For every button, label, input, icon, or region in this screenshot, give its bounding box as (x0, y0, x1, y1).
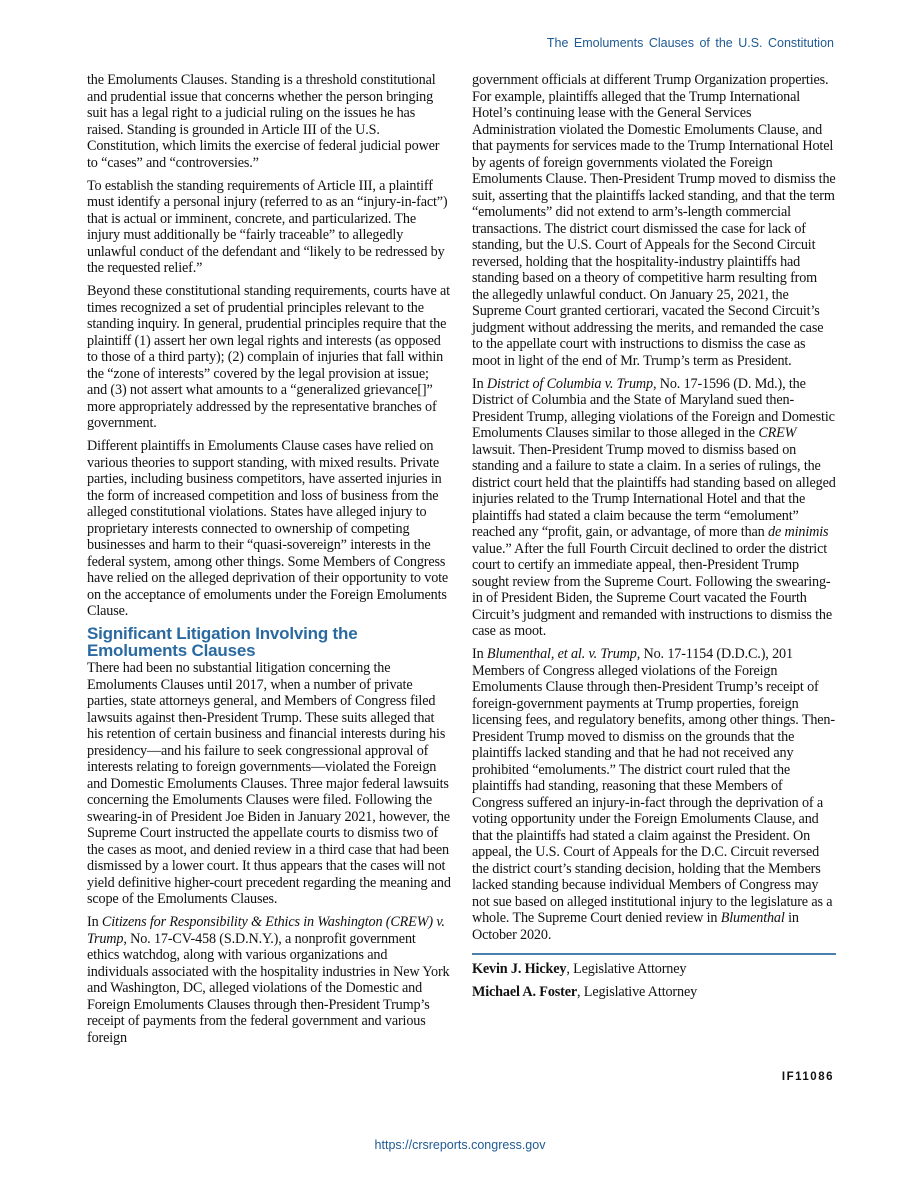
author-line (472, 984, 836, 1001)
paragraph: Beyond these constitutional standing requirements, courts have at times recognized a set of prudential principles relevant to the standing inquiry. In general, prudential principles require that the plaintiff (1) assert her own legal rights and interests (as opposed to those of a third party); (2) complain of injuries that fall within the “zone of interests” covered by the legal provision at issue; and (3) not assert what amounts to a “generalized grievance[]” more appropriately addressed by the representative branches of government. (87, 283, 450, 431)
text: value.” After the full Fourth Circuit declined to order the district court to certify an immediate appeal, then-President Trump sought review from the Supreme Court. Following the swearing-in of President Biden, the Supreme Court vacated the Fourth Circuit’s judgment and remanded with instructions to dismiss the case as moot. (472, 540, 833, 639)
document-id: IF11086 (781, 1071, 834, 1083)
author-line (472, 961, 836, 978)
author-divider (472, 953, 836, 955)
text: In (472, 646, 487, 662)
footer-link[interactable]: https://crsreports.congress.gov (374, 1138, 546, 1152)
text: , No. 17-CV-458 (S.D.N.Y.), a nonprofit government ethics watchdog, along with various organizations and individuals associated with the hospitality industries in New York and Washington, DC, alleged violations of the Domestic and Foreign Emoluments Clauses through then-President Trump’s receipt of payments from the federal government and various foreign (87, 930, 450, 1046)
case-name: CREW (758, 425, 797, 441)
paragraph: Different plaintiffs in Emoluments Clause cases have relied on various theories to support standing, with mixed results. Private parties, including business competitors, have asserted injuries in the form of increased competition and loss of business from the alleged constitutional violations. States have alleged injury to proprietary interests connected to ownership of competing businesses and harm to their “quasi-sovereign” interests in the federal system, among other things. Some Members of Congress have relied on the alleged deprivation of their opportunity to vote on the acceptance of emoluments under the Foreign Emoluments Clause. (87, 438, 449, 619)
author-name: Kevin J. Hickey (472, 961, 567, 977)
text: In (472, 375, 487, 392)
author-name: Michael A. Foster (472, 984, 578, 1000)
text: lawsuit. Then-President Trump moved to dismiss based on standing and a failure to state a claim. In a series of rulings, the district court held that the plaintiffs had standing based on alleged injuries related to the Trump International Hotel and that the plaintiffs had stated a claim because the term “emolument” reached any “profit, gain, or advantage, of more than (472, 441, 836, 540)
right-column (472, 72, 836, 1007)
text: In (87, 914, 102, 930)
text: , No. 17-1154 (D.D.C.), 201 Members of Congress alleged violations of the Foreign Emoluments Clause through then-President Trump’s receipt of foreign-government payments at Trump properties, foreign licensing fees, and regulatory benefits, among other things. Then-President Trump moved to dismiss on the grounds that the plaintiffs lacked standing and that he had not received any prohibited “emoluments.” The district court ruled that the plaintiffs had standing, reasoning that these Members of Congress suffered an injury-in-fact through the deprivation of a voting opportunity under the Foreign Emoluments Clause, and that the plaintiffs had stated a claim against the President. On appeal, the U.S. Court of Appeals for the D.C. Circuit reversed the district court’s standing decision, holding that the Members lacked standing because individual Members of Congress may not sue based on alleged institutional injury to the legislature as a whole. The Supreme Court denied review in (472, 646, 835, 926)
running-head: The Emoluments Clauses of the U.S. Constitution (546, 36, 834, 50)
text: , No. 17-1596 (D. Md.), the District of Columbia and the State of Maryland sued then-President Trump, alleging violations of the Foreign and Domestic Emoluments Clauses similar to those alleged in the (472, 375, 835, 441)
paragraph (472, 646, 836, 943)
author-title: , Legislative Attorney (577, 984, 698, 1000)
paragraph: To establish the standing requirements of Article III, a plaintiff must identify a personal injury (referred to as an “injury-in-fact”) that is actual or imminent, concrete, and particularized. The injury must additionally be “fairly traceable” to allegedly unlawful conduct of the defendant and “likely to be redressed by the requested relief.” (87, 177, 448, 276)
case-name: Citizens for Responsibility & Ethics in Washington (CREW) v. Trump (87, 914, 445, 947)
left-column (87, 72, 451, 1053)
latin-term: de minimis (768, 524, 829, 540)
paragraph: the Emoluments Clauses. Standing is a threshold constitutional and prudential issue that concerns whether the person bringing suit has a legal right to a judicial ruling on the issues he has raised. Standing is grounded in Article III of the U.S. Constitution, which limits the exercise of federal judicial power to “cases” and “controversies.” (87, 72, 440, 171)
case-name: District of Columbia v. Trump (486, 375, 653, 392)
case-name: Blumenthal (720, 910, 785, 926)
paragraph: There had been no substantial litigation concerning the Emoluments Clauses until 2017, when a number of private parties, state attorneys general, and Members of Congress filed lawsuits against then-President Trump. These suits alleged that his retention of certain business and financial interests during his presidency—and his failure to seek congressional approval of interests relating to foreign governments—violated the Foreign and Domestic Emoluments Clauses. Three major federal lawsuits concerning the Emoluments Clauses were filed. Following the swearing-in of President Joe Biden in January 2021, however, the Supreme Court instructed the appellate courts to dismiss two of the cases as moot, and denied review in a third case that had been dismissed by a lower court. It thus appears that the cases will not yield definitive higher-court precedent regarding the meaning and scope of the Emoluments Clauses. (87, 660, 451, 907)
case-name: Blumenthal, et al. v. Trump (486, 646, 637, 662)
text: in October 2020. (472, 910, 799, 943)
paragraph: government officials at different Trump Organization properties. For example, plaintiffs alleged that the Trump International Hotel’s continuing lease with the General Services Administration violated the Domestic Emoluments Clause, and that payments for services made to the Trump International Hotel by agents of foreign governments violated the Foreign Emoluments Clause. Then-President Trump moved to dismiss the suit, asserting that the plaintiffs lacked standing, and that the term “emoluments” did not extend to arm’s-length commercial transactions. The district court dismissed the case for lack of standing, but the U.S. Court of Appeals for the Second Circuit reversed, holding that the hospitality-industry plaintiffs had standing based on a theory of competitive harm resulting from the allegedly unlawful conduct. On January 25, 2021, the Supreme Court granted certiorari, vacated the Second Circuit’s judgment without addressing the merits, and remanded the case to the appellate court with instructions to dismiss the case as moot in light of the end of Mr. Trump’s term as President. (472, 72, 836, 369)
paragraph (472, 376, 836, 640)
paragraph (87, 914, 451, 1046)
author-title: , Legislative Attorney (566, 961, 687, 977)
section-heading: Significant Litigation Involving the Emoluments Clauses (87, 624, 358, 660)
